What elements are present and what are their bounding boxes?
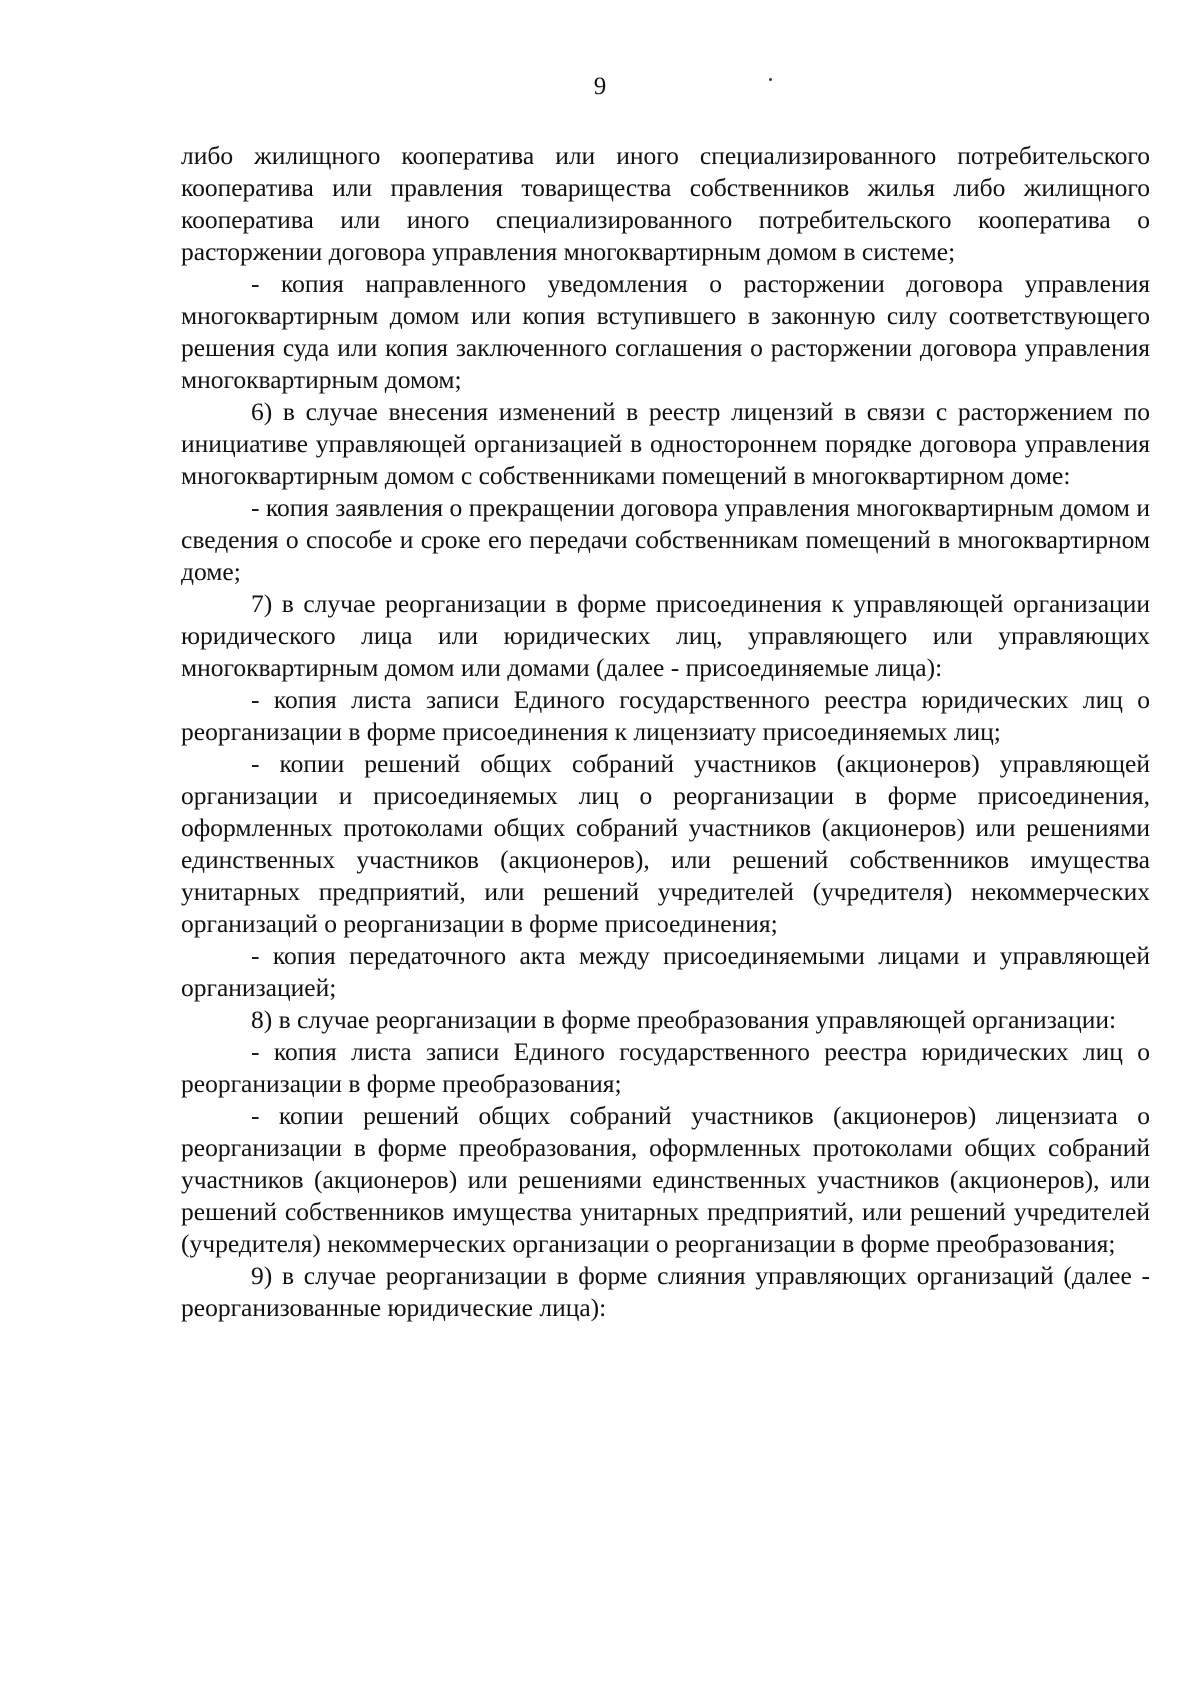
page-number: 9 [593,73,607,100]
scan-speck [769,78,772,81]
paragraph: - копия передаточного акта между присоединяемыми лицами и управляющей организацией; [181,941,1150,1002]
paragraph: либо жилищного кооператива или иного специализированного потребительского кооператива или правления товарищества собственников жилья либо жилищного кооператива или иного специализированного потребительского кооператива о расторжении договора управления многоквартирным домом в системе; [181,141,1150,266]
document-body [181,140,1150,1324]
paragraph: 6) в случае внесения изменений в реестр лицензий в связи с расторжением по инициативе управляющей организацией в одностороннем порядке договора управления многоквартирным домом с собственниками помещений в многоквартирном доме: [181,397,1150,490]
paragraph: - копии решений общих собраний участников (акционеров) лицензиата о реорганизации в форме преобразования, оформленных протоколами общих собраний участников (акционеров) или решениями единственных участников (акционеров), или решений собственников имущества унитарных предприятий, или решений учредителей (учредителя) некоммерческих организации о реорганизации в форме преобразования; [181,1101,1150,1258]
paragraph: - копия заявления о прекращении договора управления многоквартирным домом и сведения о способе и сроке его передачи собственникам помещений в многоквартирном доме; [181,493,1150,586]
paragraph: - копия листа записи Единого государственного реестра юридических лиц о реорганизации в форме преобразования; [181,1037,1150,1098]
paragraph: - копия направленного уведомления о расторжении договора управления многоквартирным домом или копия вступившего в законную силу соответствующего решения суда или копия заключенного соглашения о расторжении договора управления многоквартирным домом; [181,269,1150,394]
paragraph: 8) в случае реорганизации в форме преобразования управляющей организации: [251,1005,1117,1034]
paragraph: 9) в случае реорганизации в форме слияния управляющих организаций (далее - реорганизованные юридические лица): [181,1261,1150,1322]
paragraph: - копия листа записи Единого государственного реестра юридических лиц о реорганизации в форме присоединения к лицензиату присоединяемых лиц; [181,685,1150,746]
paragraph: 7) в случае реорганизации в форме присоединения к управляющей организации юридического лица или юридических лиц, управляющего или управляющих многоквартирным домом или домами (далее - присоединяемые лица): [181,589,1150,682]
paragraph: - копии решений общих собраний участников (акционеров) управляющей организации и присоединяемых лиц о реорганизации в форме присоединения, оформленных протоколами общих собраний участников (акционеров) или решениями единственных участников (акционеров), или решений собственников имущества унитарных предприятий, или решений учредителей (учредителя) некоммерческих организаций о реорганизации в форме присоединения; [181,749,1150,938]
